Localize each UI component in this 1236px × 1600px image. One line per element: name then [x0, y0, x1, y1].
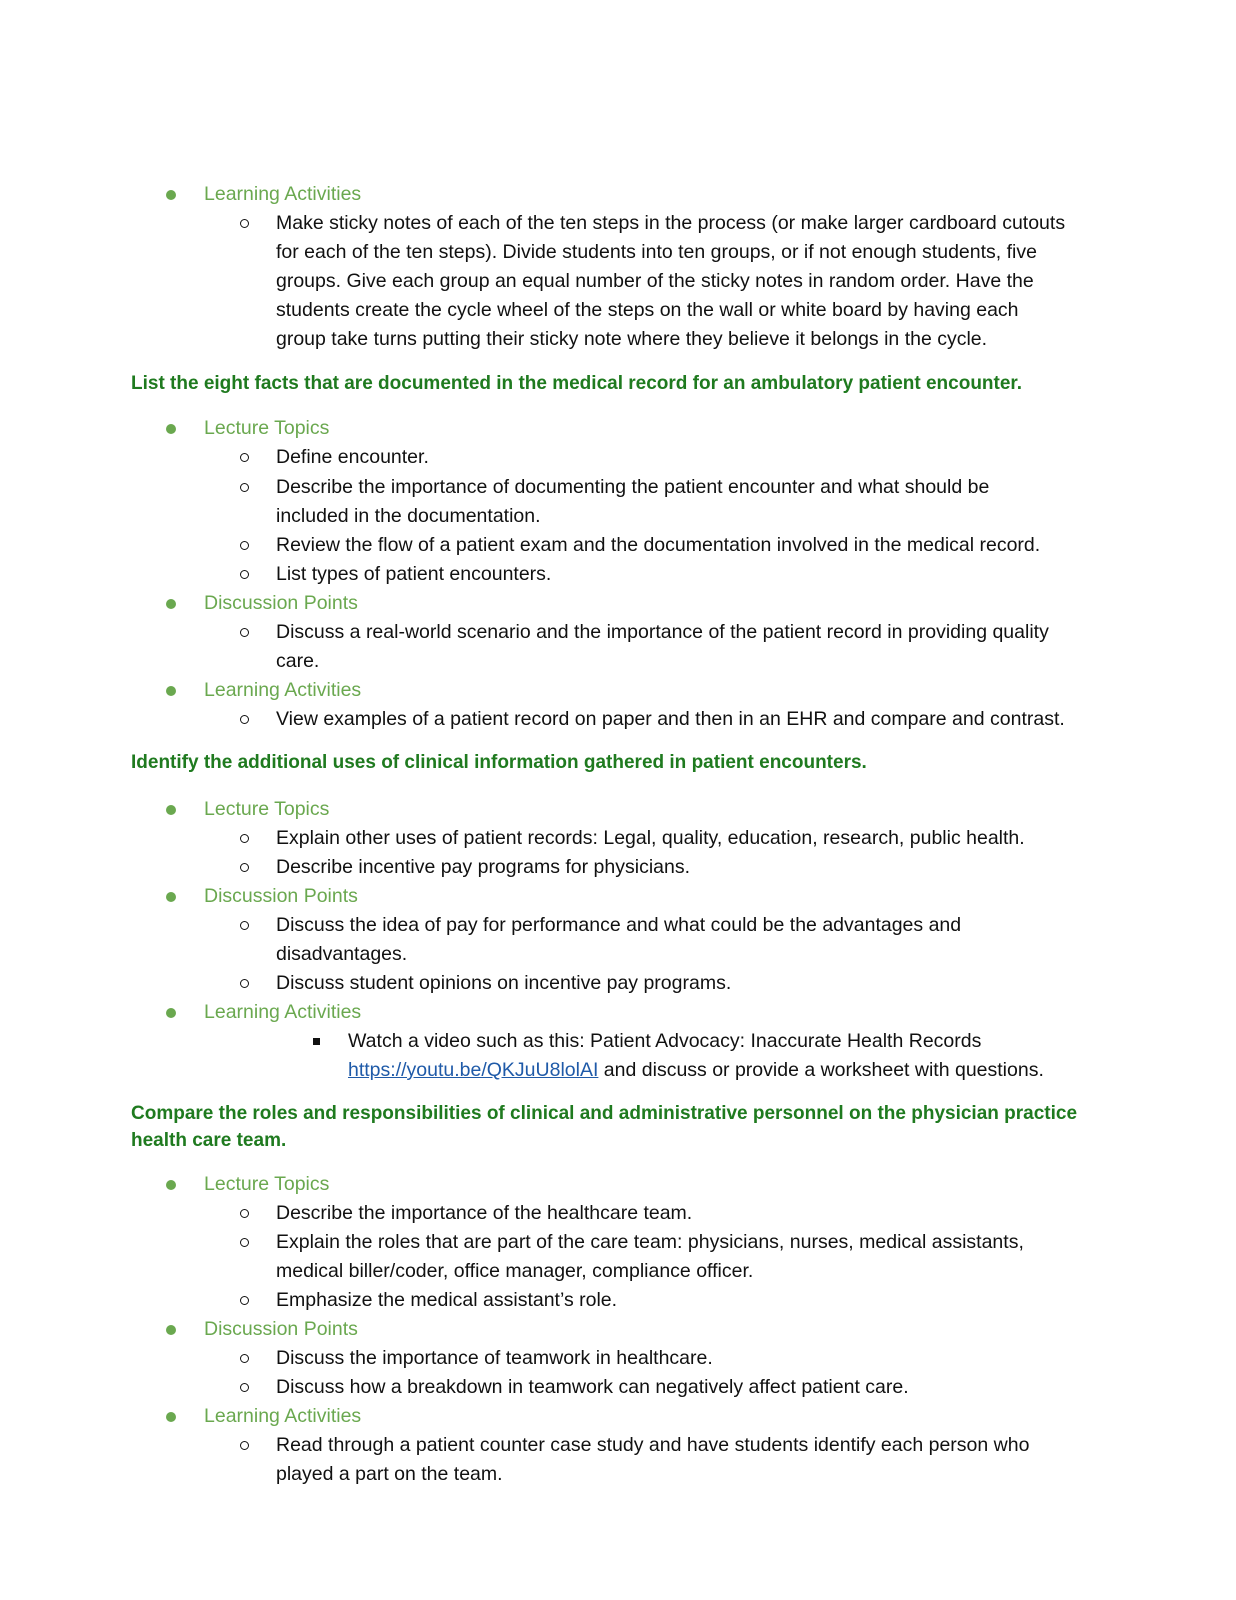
list-item-text: Read through a patient counter case study and have students identify each person who: [276, 1434, 1030, 1456]
bullet-dot: [166, 599, 176, 609]
circle-bullet: [240, 1383, 249, 1392]
bullet-dot: [166, 424, 176, 434]
circle-bullet: [240, 453, 249, 462]
circle-bullet: [240, 1238, 249, 1247]
circle-bullet: [240, 483, 249, 492]
circle-bullet: [240, 1209, 249, 1218]
list-item-text: Review the flow of a patient exam and the documentation involved in the medical record.: [276, 534, 1041, 556]
lecture-topics-label: Lecture Topics: [204, 417, 330, 439]
lecture-topics-label: Lecture Topics: [204, 1173, 330, 1195]
learning-activities-label: Learning Activities: [204, 183, 362, 205]
section-heading: Identify the additional uses of clinical information gathered in patient encounters.: [131, 752, 867, 773]
list-item-text: Describe the importance of documenting the patient encounter and what should be: [276, 476, 990, 498]
circle-bullet: [240, 863, 249, 872]
list-item-text: Explain other uses of patient records: Legal, quality, education, research, public health.: [276, 827, 1025, 849]
list-item-text: included in the documentation.: [276, 505, 541, 527]
bullet-dot: [166, 892, 176, 902]
circle-bullet: [240, 1441, 249, 1450]
list-item-text: group take turns putting their sticky note where they believe it belongs in the cycle.: [276, 328, 988, 350]
learning-activities-label: Learning Activities: [204, 679, 362, 701]
list-item-text: Define encounter.: [276, 446, 429, 468]
section-heading: List the eight facts that are documented in the medical record for an ambulatory patient encounter.: [131, 373, 1023, 394]
list-item-text: Emphasize the medical assistant’s role.: [276, 1289, 618, 1311]
list-item-text: students create the cycle wheel of the steps on the wall or white board by having each: [276, 299, 1019, 321]
list-item-text: Watch a video such as this: Patient Advocacy: Inaccurate Health Records: [348, 1030, 982, 1052]
list-item-text: Describe the importance of the healthcare team.: [276, 1202, 693, 1224]
list-item-text: Discuss student opinions on incentive pay programs.: [276, 972, 732, 994]
list-item-text: disadvantages.: [276, 943, 408, 965]
list-item-text: List types of patient encounters.: [276, 563, 552, 585]
circle-bullet: [240, 219, 249, 228]
circle-bullet: [240, 715, 249, 724]
list-item-text: played a part on the team.: [276, 1463, 503, 1485]
discussion-points-label: Discussion Points: [204, 592, 358, 614]
circle-bullet: [240, 628, 249, 637]
list-item-text: Discuss a real-world scenario and the importance of the patient record in providing quality: [276, 621, 1049, 643]
list-item-text: Discuss how a breakdown in teamwork can negatively affect patient care.: [276, 1376, 909, 1398]
list-item-text: Make sticky notes of each of the ten steps in the process (or make larger cardboard cutouts: [276, 212, 1066, 234]
square-bullet: [313, 1038, 320, 1045]
lecture-topics-label: Lecture Topics: [204, 798, 330, 820]
circle-bullet: [240, 979, 249, 988]
bullet-dot: [166, 1412, 176, 1422]
list-item-text: groups. Give each group an equal number of the sticky notes in random order. Have the: [276, 270, 1034, 292]
learning-activities-label: Learning Activities: [204, 1405, 362, 1427]
learning-activities-label: Learning Activities: [204, 1001, 362, 1023]
list-item-text: medical biller/coder, office manager, compliance officer.: [276, 1260, 754, 1282]
bullet-dot: [166, 1325, 176, 1335]
list-item-text: for each of the ten steps). Divide students into ten groups, or if not enough students, five: [276, 241, 1037, 263]
list-item-text: care.: [276, 650, 320, 672]
list-item-text: Explain the roles that are part of the care team: physicians, nurses, medical assistants,: [276, 1231, 1024, 1253]
discussion-points-label: Discussion Points: [204, 1318, 358, 1340]
bullet-dot: [166, 190, 176, 200]
list-item-text: View examples of a patient record on paper and then in an EHR and compare and contrast.: [276, 708, 1065, 730]
circle-bullet: [240, 1296, 249, 1305]
section-heading-line1: Compare the roles and responsibilities of clinical and administrative personnel on the physician practice: [131, 1103, 1078, 1124]
list-item-text: Discuss the importance of teamwork in healthcare.: [276, 1347, 713, 1369]
list-item-text-rest: and discuss or provide a worksheet with questions.: [598, 1059, 1044, 1081]
circle-bullet: [240, 921, 249, 930]
list-item-text-with-link: [348, 1056, 1044, 1085]
list-item-text: Discuss the idea of pay for performance and what could be the advantages and: [276, 914, 962, 936]
circle-bullet: [240, 541, 249, 550]
list-item-text: Describe incentive pay programs for physicians.: [276, 856, 691, 878]
section-heading-line2: health care team.: [131, 1130, 287, 1151]
bullet-dot: [166, 1008, 176, 1018]
bullet-dot: [166, 686, 176, 696]
circle-bullet: [240, 1354, 249, 1363]
circle-bullet: [240, 570, 249, 579]
discussion-points-label: Discussion Points: [204, 885, 358, 907]
bullet-dot: [166, 805, 176, 815]
video-link[interactable]: https://youtu.be/QKJuU8lolAI: [348, 1059, 599, 1081]
circle-bullet: [240, 834, 249, 843]
bullet-dot: [166, 1180, 176, 1190]
